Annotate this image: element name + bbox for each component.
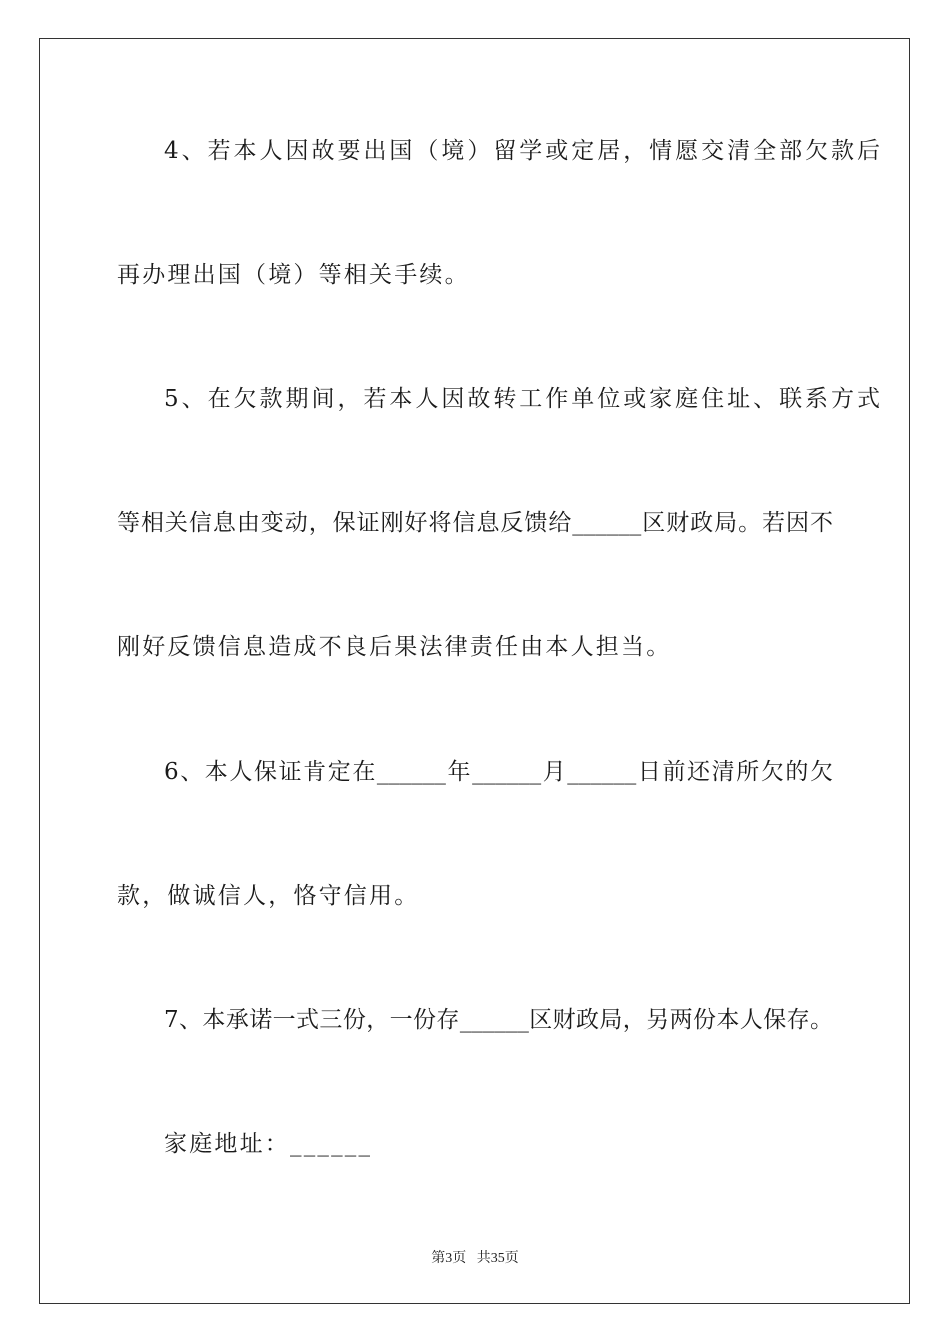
page-border [39,38,910,1304]
paragraph-5-line-3: 刚好反馈信息造成不良后果法律责任由本人担当。 [117,634,672,660]
paragraph-6-line-2: 款，做诚信人，恪守信用。 [117,883,420,909]
paragraph-4-line-1: 4、若本人因故要出国（境）留学或定居，情愿交清全部欠款后 [164,138,880,164]
home-address-line: 家庭地址：______ [164,1131,373,1157]
page-number-footer: 第3页 共35页 [431,1251,519,1266]
paragraph-6-line-1: 6、本人保证肯定在______年______月______日前还清所欠的欠 [164,759,833,785]
paragraph-4-line-2: 再办理出国（境）等相关手续。 [117,262,470,288]
paragraph-7-line-1: 7、本承诺一式三份，一份存______区财政局，另两份本人保存。 [164,1007,833,1033]
paragraph-5-line-1: 5、在欠款期间，若本人因故转工作单位或家庭住址、联系方式 [164,386,880,412]
paragraph-5-line-2: 等相关信息由变动，保证刚好将信息反馈给______区财政局。若因不 [117,510,833,536]
